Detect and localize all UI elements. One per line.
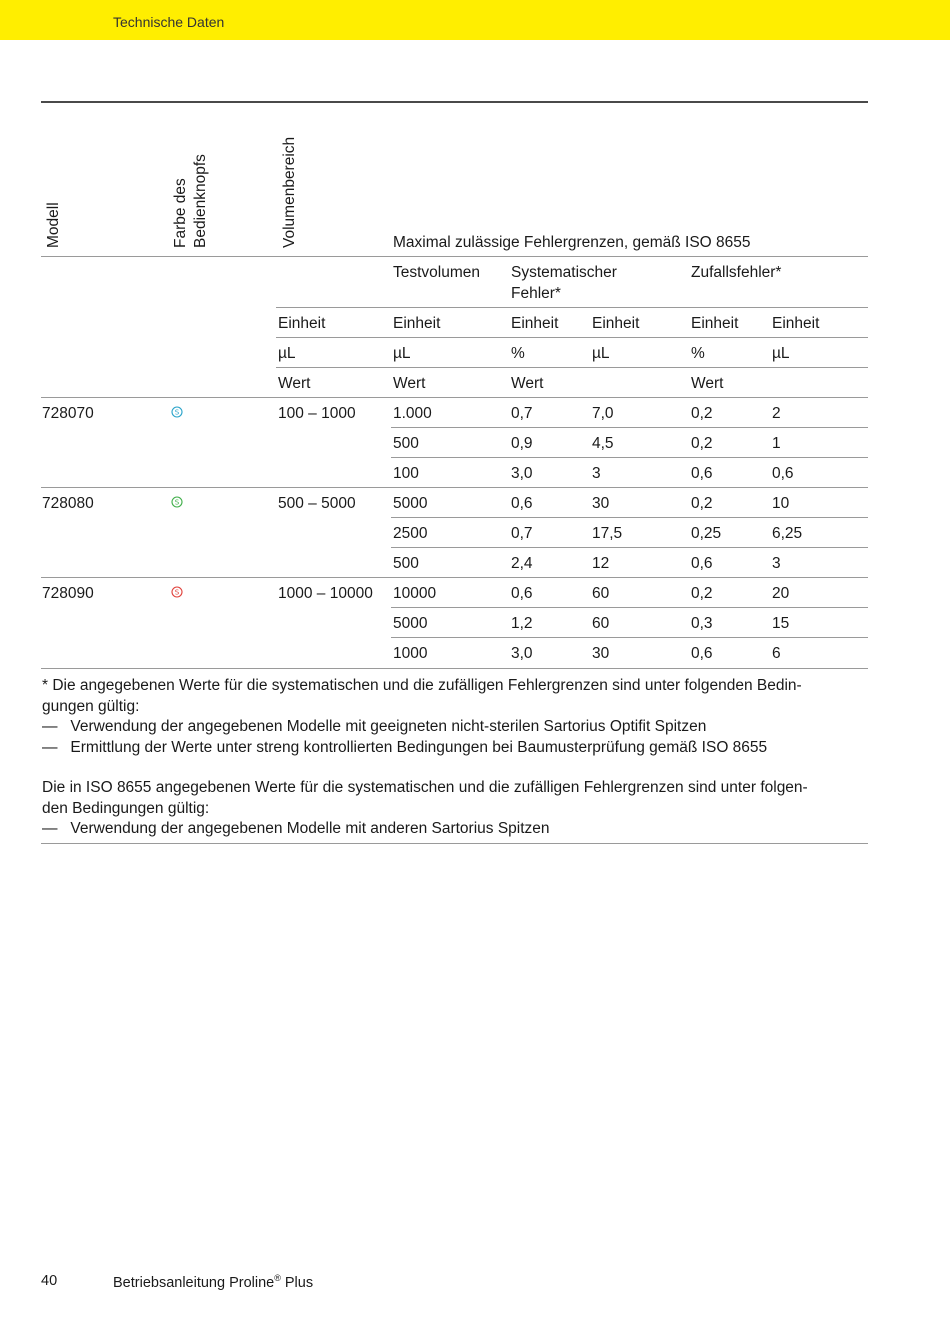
- value-label: Wert: [511, 375, 544, 392]
- subheader-rule: [276, 307, 868, 308]
- document-title-text: Betriebsanleitung Proline: [113, 1274, 275, 1291]
- value-label: Wert: [691, 375, 724, 392]
- value-label: Wert: [278, 375, 311, 392]
- svg-text:S: S: [174, 498, 180, 507]
- cell: 0,2: [691, 435, 713, 452]
- registered-mark: ®: [274, 1273, 281, 1283]
- model-number: 728070: [42, 405, 94, 422]
- cell: 7,0: [592, 405, 614, 422]
- cell: 3,0: [511, 465, 533, 482]
- cell: 20: [772, 585, 790, 602]
- cell: 0,6: [691, 555, 713, 572]
- cell: 2500: [393, 525, 428, 542]
- cell: 6,25: [772, 525, 803, 542]
- unit-label: Einheit: [278, 315, 326, 332]
- cell: 3: [592, 465, 601, 482]
- model-rule: [41, 487, 868, 488]
- cell: 0,6: [511, 495, 533, 512]
- cell: 3: [772, 555, 781, 572]
- page-number: 40: [41, 1273, 58, 1289]
- cell: 0,2: [691, 405, 713, 422]
- cell: 15: [772, 615, 790, 632]
- header-bar: [0, 0, 950, 40]
- header-max-errors: Maximal zulässige Fehlergrenzen, gemäß ISO 8655: [393, 234, 751, 251]
- row-rule: [391, 547, 868, 548]
- cell: 0,2: [691, 585, 713, 602]
- cell: 3,0: [511, 645, 533, 662]
- unit-rule: [276, 337, 868, 338]
- unit-value: %: [691, 345, 705, 362]
- subheader-random: Zufallsfehler*: [691, 264, 782, 281]
- unit-value-rule: [276, 367, 868, 368]
- cell: 0,25: [691, 525, 722, 542]
- svg-text:S: S: [174, 588, 180, 597]
- note-text: gungen gültig:: [42, 697, 140, 715]
- unit-value: µL: [772, 345, 790, 362]
- cell: 5000: [393, 495, 428, 512]
- header-model: Modell: [45, 202, 62, 248]
- cell: 10000: [393, 585, 437, 602]
- cell: 2,4: [511, 555, 533, 572]
- cell: 60: [592, 615, 610, 632]
- volume-range: 100 – 1000: [278, 405, 356, 422]
- cell: 0,2: [691, 495, 713, 512]
- unit-value: µL: [278, 345, 296, 362]
- row-rule: [391, 637, 868, 638]
- unit-value: %: [511, 345, 525, 362]
- note-bullet: — Ermittlung der Werte unter streng kontrollierten Bedingungen bei Baumusterprüfung gemäß ISO 8655: [42, 738, 768, 756]
- cell: 1: [772, 435, 781, 452]
- note-text: * Die angegebenen Werte für die systematischen und die zufälligen Fehlergrenzen sind unter folgenden Bedin-: [42, 677, 802, 694]
- model-rule: [41, 577, 868, 578]
- cell: 0,7: [511, 405, 533, 422]
- cell: 10: [772, 495, 790, 512]
- unit-value: µL: [592, 345, 610, 362]
- note-text: den Bedingungen gültig:: [42, 799, 210, 817]
- note-bullet: — Verwendung der angegebenen Modelle mit anderen Sartorius Spitzen: [42, 820, 550, 837]
- knob-color-icon: [171, 496, 183, 508]
- cell: 100: [393, 465, 419, 482]
- cell: 1.000: [393, 405, 432, 422]
- cell: 6: [772, 645, 781, 662]
- model-number: 728090: [42, 585, 94, 602]
- header-rule: [41, 256, 868, 257]
- cell: 1,2: [511, 615, 533, 632]
- unit-label: Einheit: [592, 315, 640, 332]
- subheader-systematic-2: Fehler*: [511, 285, 561, 302]
- note-bullet: — Verwendung der angegebenen Modelle mit geeigneten nicht-sterilen Sartorius Optifit Spitzen: [42, 718, 707, 735]
- row-rule: [391, 457, 868, 458]
- row-rule: [391, 517, 868, 518]
- cell: 17,5: [592, 525, 623, 542]
- cell: 0,6: [691, 645, 713, 662]
- cell: 5000: [393, 615, 428, 632]
- document-title-suffix: Plus: [280, 1274, 314, 1291]
- volume-range: 500 – 5000: [278, 495, 356, 512]
- cell: 4,5: [592, 435, 614, 452]
- table-bottom-rule: [41, 668, 868, 669]
- cell: 30: [592, 645, 610, 662]
- model-number: 728080: [42, 495, 94, 512]
- subheader-test-volume: Testvolumen: [393, 264, 481, 281]
- subheader-systematic-1: Systematischer: [511, 264, 617, 281]
- unit-label: Einheit: [511, 315, 559, 332]
- section-title: Technische Daten: [113, 14, 225, 30]
- document-title: [113, 1273, 313, 1291]
- cell: 30: [592, 495, 610, 512]
- header-color-line2: Bedienknopfs: [192, 154, 209, 248]
- footnotes: [42, 676, 842, 840]
- note-text: Die in ISO 8655 angegebenen Werte für die systematischen und die zufälligen Fehlergrenzen sind unter folgen-: [42, 779, 808, 796]
- row-rule: [391, 427, 868, 428]
- cell: 0,6: [772, 465, 794, 482]
- unit-label: Einheit: [691, 315, 739, 332]
- cell: 0,6: [511, 585, 533, 602]
- row-rule: [391, 607, 868, 608]
- unit-label: Einheit: [772, 315, 820, 332]
- svg-text:S: S: [174, 408, 180, 417]
- cell: 2: [772, 405, 781, 422]
- header-volume-range: Volumenbereich: [281, 136, 298, 248]
- table-top-rule: [41, 101, 868, 103]
- volume-range: 1000 – 10000: [278, 585, 373, 602]
- cell: 1000: [393, 645, 428, 662]
- knob-color-icon: [171, 586, 183, 598]
- unit-value: µL: [393, 345, 411, 362]
- unit-label: Einheit: [393, 315, 441, 332]
- cell: 500: [393, 555, 419, 572]
- cell: 500: [393, 435, 419, 452]
- cell: 0,7: [511, 525, 533, 542]
- cell: 0,3: [691, 615, 713, 632]
- cell: 12: [592, 555, 610, 572]
- cell: 60: [592, 585, 610, 602]
- cell: 0,6: [691, 465, 713, 482]
- value-label: Wert: [393, 375, 426, 392]
- value-rule: [41, 397, 868, 398]
- knob-color-icon: [171, 406, 183, 418]
- cell: 0,9: [511, 435, 533, 452]
- header-color-line1: Farbe des: [172, 178, 189, 248]
- notes-bottom-rule: [41, 843, 868, 844]
